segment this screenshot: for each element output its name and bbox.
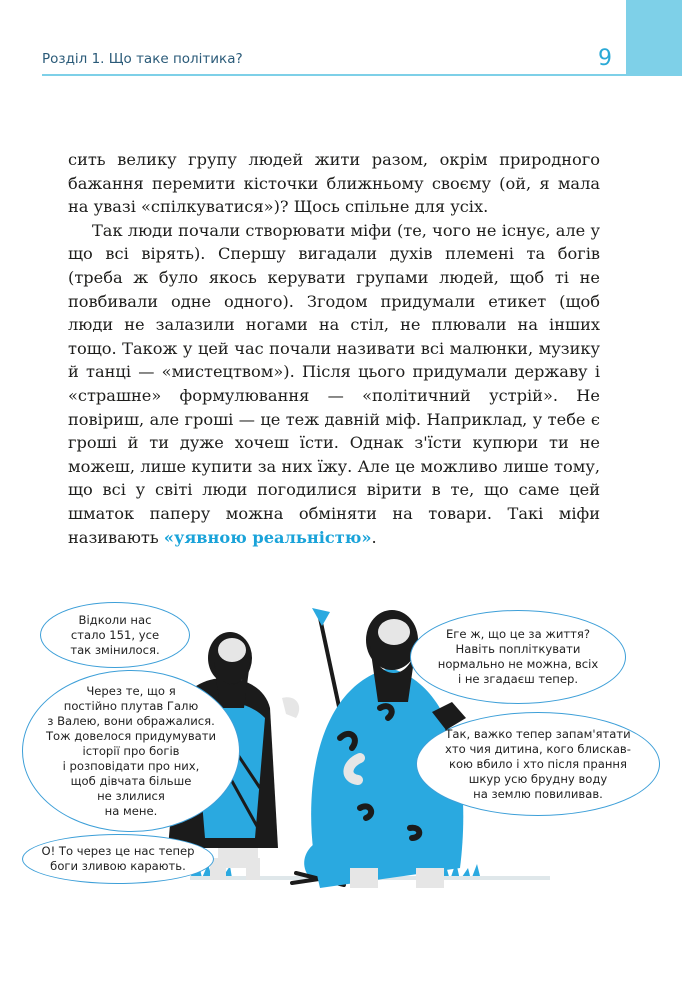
paragraph-1: сить велику групу людей жити разом, окрім природного бажання перемити кісточки ближньому своєму (ой, я мала на увазі «спілкуватися»)? Щось спільне для усіх. [68, 150, 600, 217]
highlight-term: «уявною реальністю» [163, 527, 372, 547]
paragraph-2-end: . [371, 527, 377, 547]
paragraph-2-text: Так люди почали створювати міфи (те, чого не існує, але у що всі вірять). Спершу вигадали духів племені та богів (треба ж було якось керувати групами людей, щоб ті не повбивали одне одного). Згодом придумали етикет (щоб люди не залазили ногами на стіл, не плювали на інших тощо. Також у цей час почали називати всі малюнки, музику й танці — «мистецтвом»). Після цього придумали державу і «страшне» формулювання — «політичний устрій». Не повіриш, але гроші — це теж давній міф. Наприклад, у тебе є гроші й ти дуже хочеш їсти. Однак з'їсти купюри ти не можеш, лише купити за них їжу. Але це можливо лише тому, що всі у світі люди погодилися вірити в те, що саме цей шматок паперу можна обміняти на товари. Такі міфи називають [68, 220, 600, 547]
speech-bubble-4: Еге ж, що це за життя? Навіть попліткувати нормально не можна, всіх і не згадаєш тепер. [410, 610, 626, 704]
paragraph-2 [68, 219, 600, 549]
cavemen-illustration [20, 588, 660, 908]
speech-bubble-2: Через те, що я постійно плутав Галю з Валею, вони ображалися. Тож довелося придумувати історії про богів і розповідати про них, щоб дівчата більше не злилися на мене. [22, 670, 240, 832]
speech-bubble-3: О! То через це нас тепер боги зливою карають. [22, 834, 214, 884]
chapter-title: Розділ 1. Що таке політика? [42, 51, 243, 67]
page-number: 9 [598, 46, 612, 71]
running-header [42, 47, 626, 76]
speech-bubble-5: Так, важко тепер запам'ятати хто чия дитина, кого блискав- кою вбило і хто після прання шкур усю брудну воду на землю повиливав. [416, 712, 660, 816]
page-corner-tab [626, 0, 682, 76]
body-text [68, 148, 600, 549]
speech-bubble-1: Відколи нас стало 151, усе так змінилося. [40, 602, 190, 668]
